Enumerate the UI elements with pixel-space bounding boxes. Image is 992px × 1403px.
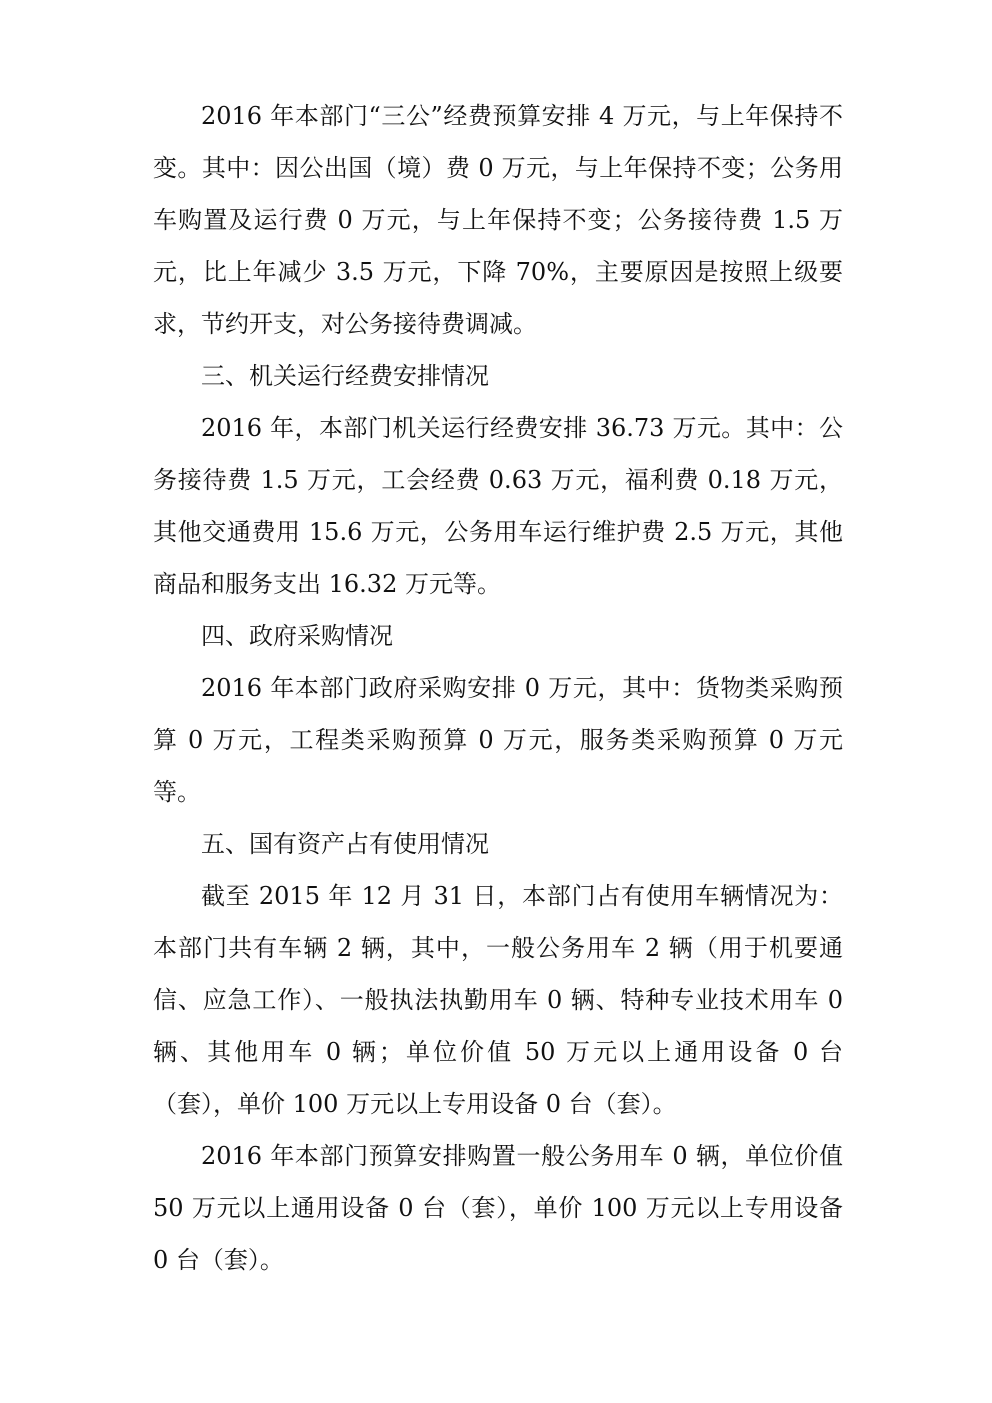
paragraph-vehicle-purchase: 2016 年本部门预算安排购置一般公务用车 0 辆，单位价值 50 万元以上通用设备 0 台（套），单价 100 万元以上专用设备 0 台（套）。	[153, 1142, 843, 1274]
heading-section-3: 三、机关运行经费安排情况	[201, 362, 489, 390]
document-page	[153, 90, 843, 1286]
paragraph-three-public-funds: 2016 年本部门“三公”经费预算安排 4 万元，与上年保持不变。其中：因公出国（境）费 0 万元，与上年保持不变；公务用车购置及运行费 0 万元，与上年保持不变；公务接待费 1.5 万元，比上年减少 3.5 万元，下降 70%，主要原因是按照上级要求，节约开支，对公务接待费调减。	[153, 102, 843, 338]
paragraph-state-assets: 截至 2015 年 12 月 31 日，本部门占有使用车辆情况为：本部门共有车辆 2 辆，其中，一般公务用车 2 辆（用于机要通信、应急工作）、一般执法执勤用车 0 辆、特种专业技术用车 0 辆、其他用车 0 辆；单位价值 50 万元以上通用设备 0 台（套），单价 100 万元以上专用设备 0 台（套）。	[153, 882, 843, 1118]
paragraph-government-procurement: 2016 年本部门政府采购安排 0 万元，其中：货物类采购预算 0 万元，工程类采购预算 0 万元，服务类采购预算 0 万元等。	[153, 674, 843, 806]
paragraph-operating-funds: 2016 年，本部门机关运行经费安排 36.73 万元。其中：公务接待费 1.5 万元，工会经费 0.63 万元，福利费 0.18 万元，其他交通费用 15.6 万元，公务用车运行维护费 2.5 万元，其他商品和服务支出 16.32 万元等。	[153, 414, 843, 598]
heading-section-4: 四、政府采购情况	[201, 622, 393, 650]
heading-section-5: 五、国有资产占有使用情况	[201, 830, 489, 858]
